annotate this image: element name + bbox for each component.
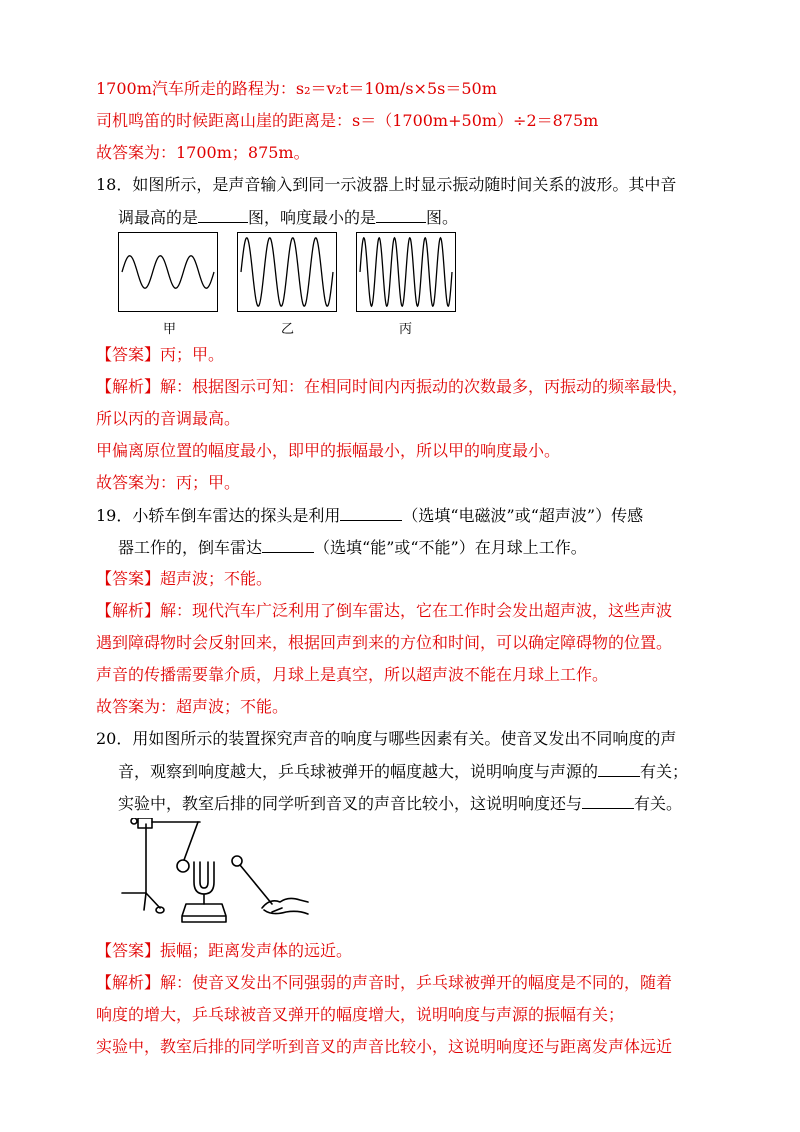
q18-answer: 【答案】丙；甲。	[96, 345, 225, 364]
mallet-handle	[240, 865, 272, 904]
prev-line-1: 1700m汽车所走的路程为：s₂＝v₂t＝10m/s×5s＝50m	[96, 79, 497, 98]
q20-line-2	[118, 760, 688, 783]
q18-explanation-2: 所以丙的音调最高。	[96, 409, 241, 428]
q19-text-a: 19．小轿车倒车雷达的探头是利用	[96, 506, 341, 525]
q19-line-2	[118, 536, 587, 559]
q20-text-b: 有关；	[640, 762, 689, 781]
caption-bing: 丙	[399, 322, 413, 337]
stand-base	[122, 893, 160, 908]
q20-line-1: 20．用如图所示的装置探究声音的响度与哪些因素有关。使音叉发出不同响度的声	[96, 729, 677, 748]
q19-explanation-1: 【解析】解：现代汽车广泛利用了倒车雷达，它在工作时会发出超声波，这些声波	[96, 601, 673, 620]
prev-line-3: 故答案为：1700m；875m。	[96, 143, 310, 162]
q20-explanation-1: 【解析】解：使音叉发出不同强弱的声音时，乒乓球被弹开的幅度是不同的，随着	[96, 973, 673, 992]
q19-explanation-2: 遇到障碍物时会反射回来，根据回声到来的方位和时间，可以确定障碍物的位置。	[96, 633, 673, 652]
q18-text-b: 图，响度最小的是	[248, 208, 377, 227]
q19-answer: 【答案】超声波；不能。	[96, 569, 273, 588]
q19-text-d: （选填“能”或“不能”）在月球上工作。	[314, 538, 587, 557]
q20-text-c: 实验中，教室后排的同学听到音叉的声音比较小，这说明响度还与	[118, 794, 583, 813]
q20-blank-1	[598, 760, 640, 777]
q18-explanation-3: 甲偏离原位置的幅度最小，即甲的振幅最小，所以甲的响度最小。	[96, 441, 561, 460]
q20-answer: 【答案】振幅；距离发声体的远近。	[96, 941, 353, 960]
q19-text-c: 器工作的，倒车雷达	[118, 538, 263, 557]
q20-blank-2	[582, 792, 634, 809]
q19-blank-2	[262, 536, 314, 553]
q18-blank-1	[198, 206, 248, 223]
caption-jia: 甲	[163, 322, 177, 337]
q20-line-3	[118, 792, 682, 815]
q18-blank-2	[376, 206, 426, 223]
prev-line-2: 司机鸣笛的时候距离山崖的距离是：s＝（1700m+50m）÷2＝875m	[96, 111, 599, 130]
q20-text-a: 音，观察到响度越大，乒乓球被弹开的幅度越大，说明响度与声源的	[118, 762, 599, 781]
q18-text-a: 调最高的是	[118, 208, 199, 227]
q19-explanation-3: 声音的传播需要靠介质，月球上是真空，所以超声波不能在月球上工作。	[96, 665, 609, 684]
clamp	[138, 818, 152, 828]
q18-final: 故答案为：丙；甲。	[96, 473, 241, 492]
waveform-jia	[118, 232, 218, 312]
waveform-bing	[356, 232, 456, 312]
q19-final: 故答案为：超声波；不能。	[96, 697, 289, 716]
resonance-box	[182, 904, 226, 922]
ping-pong-ball	[177, 860, 189, 872]
q18-line-1: 18．如图所示，是声音输入到同一示波器上时显示振动随时间关系的波形。其中音	[96, 175, 677, 194]
q20-text-d: 有关。	[634, 794, 683, 813]
tuning-fork-apparatus-figure	[112, 818, 312, 930]
q19-blank-1	[340, 504, 402, 521]
tuning-fork	[194, 862, 214, 894]
pendulum-string	[184, 822, 198, 860]
q18-explanation-1: 【解析】解：根据图示可知：在相同时间内丙振动的次数最多，丙振动的频率最快，	[96, 377, 689, 396]
q19-line-1	[96, 504, 643, 527]
waveform-yi	[237, 232, 337, 312]
q18-line-2	[118, 206, 458, 229]
q20-explanation-3: 实验中，教室后排的同学听到音叉的声音比较小，这说明响度还与距离发声体远近	[96, 1037, 673, 1056]
caption-yi: 乙	[281, 322, 295, 337]
q18-text-c: 图。	[426, 208, 459, 227]
q20-explanation-2: 响度的增大，乒乓球被音叉弹开的幅度增大，说明响度与声源的振幅有关；	[96, 1005, 625, 1024]
q19-text-b: （选填“电磁波”或“超声波”）传感	[402, 506, 644, 525]
